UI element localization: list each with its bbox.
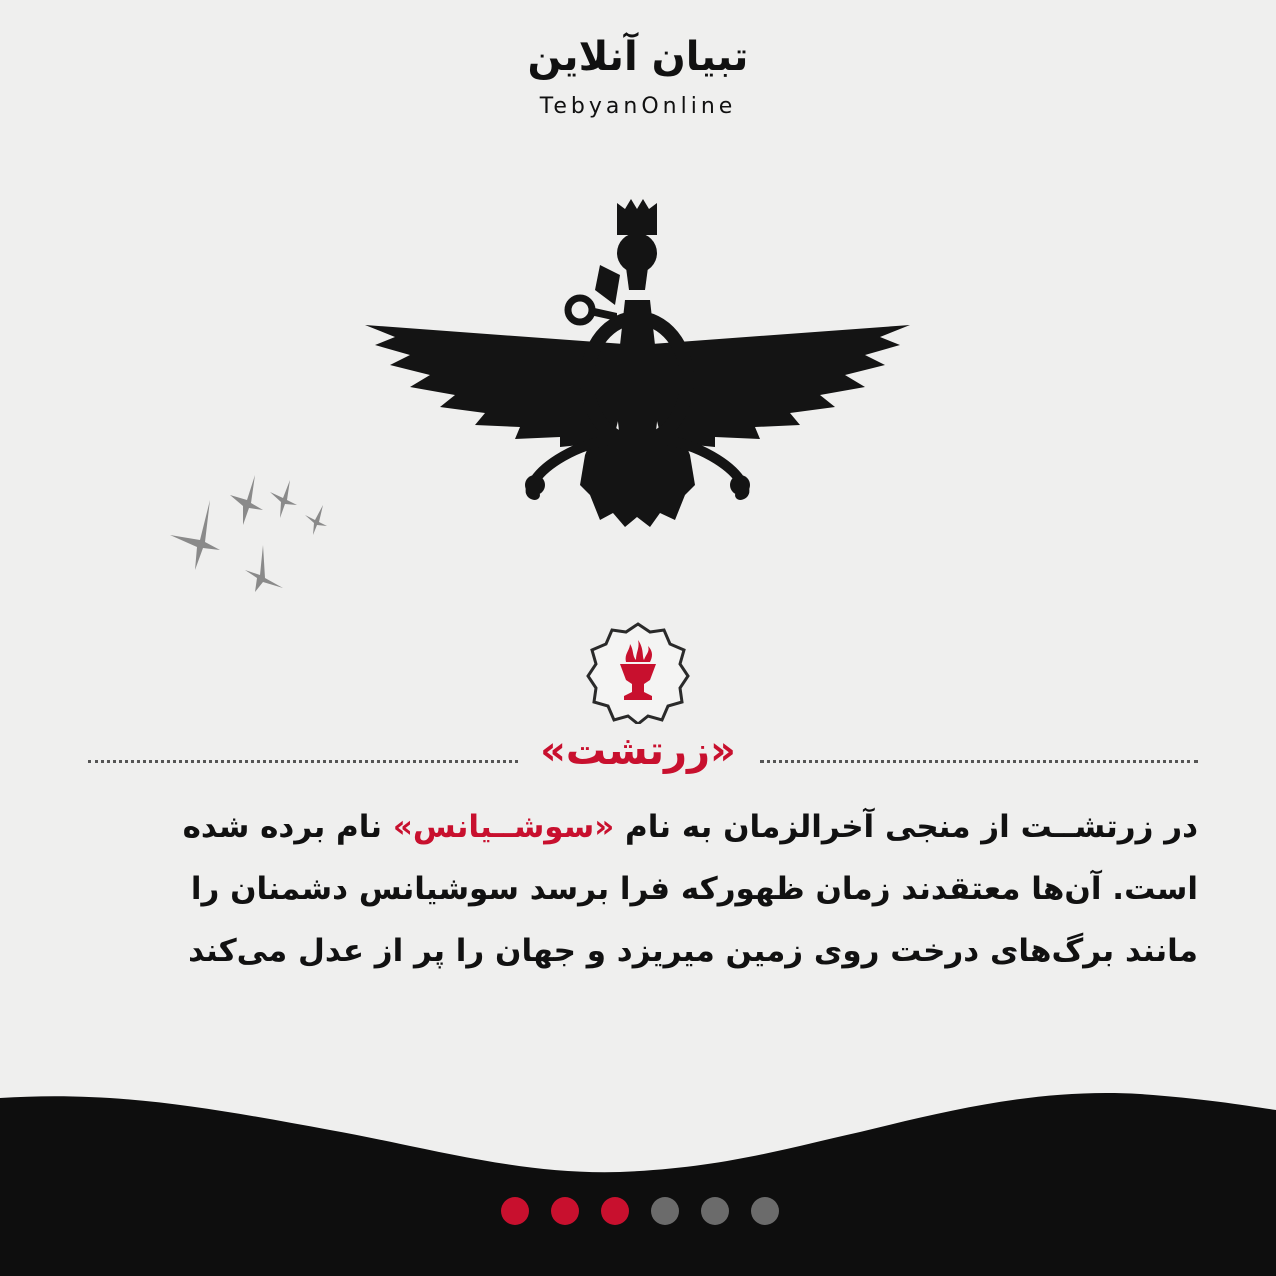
divider-right — [760, 760, 1198, 763]
body-line-1-pre: در زرتشــت از منجی آخرالزمان به نام — [614, 809, 1198, 845]
body-line-2: است. آن‌ها معتقدند زمان ظهورکه فرا برسد سوشیانس دشمنان را — [190, 871, 1198, 907]
body-line-1-post: نام برده شده — [182, 809, 393, 845]
highlight-term: «سوشــیانس» — [392, 809, 615, 845]
fire-altar-icon — [586, 620, 690, 724]
pagination-dot-3[interactable] — [601, 1197, 629, 1225]
pagination-dot-4[interactable] — [651, 1197, 679, 1225]
brand-logo-fa: تبیان آنلاین — [527, 34, 749, 80]
pagination-dot-2[interactable] — [551, 1197, 579, 1225]
body-line-1 — [80, 796, 1198, 858]
pagination-dot-1[interactable] — [501, 1197, 529, 1225]
pagination-dot-6[interactable] — [751, 1197, 779, 1225]
bottom-wave — [0, 1080, 1276, 1276]
brand-logo-en: TebyanOnline — [539, 94, 737, 119]
pagination-dot-5[interactable] — [701, 1197, 729, 1225]
birds-icon — [165, 470, 340, 595]
body-paragraph — [80, 796, 1198, 982]
faravahar-icon — [355, 195, 920, 540]
body-line-3: مانند برگ‌های درخت روی زمین میریزد و جهان را پر از عدل می‌کند — [188, 933, 1198, 969]
section-title: «زرتشت» — [540, 728, 736, 774]
